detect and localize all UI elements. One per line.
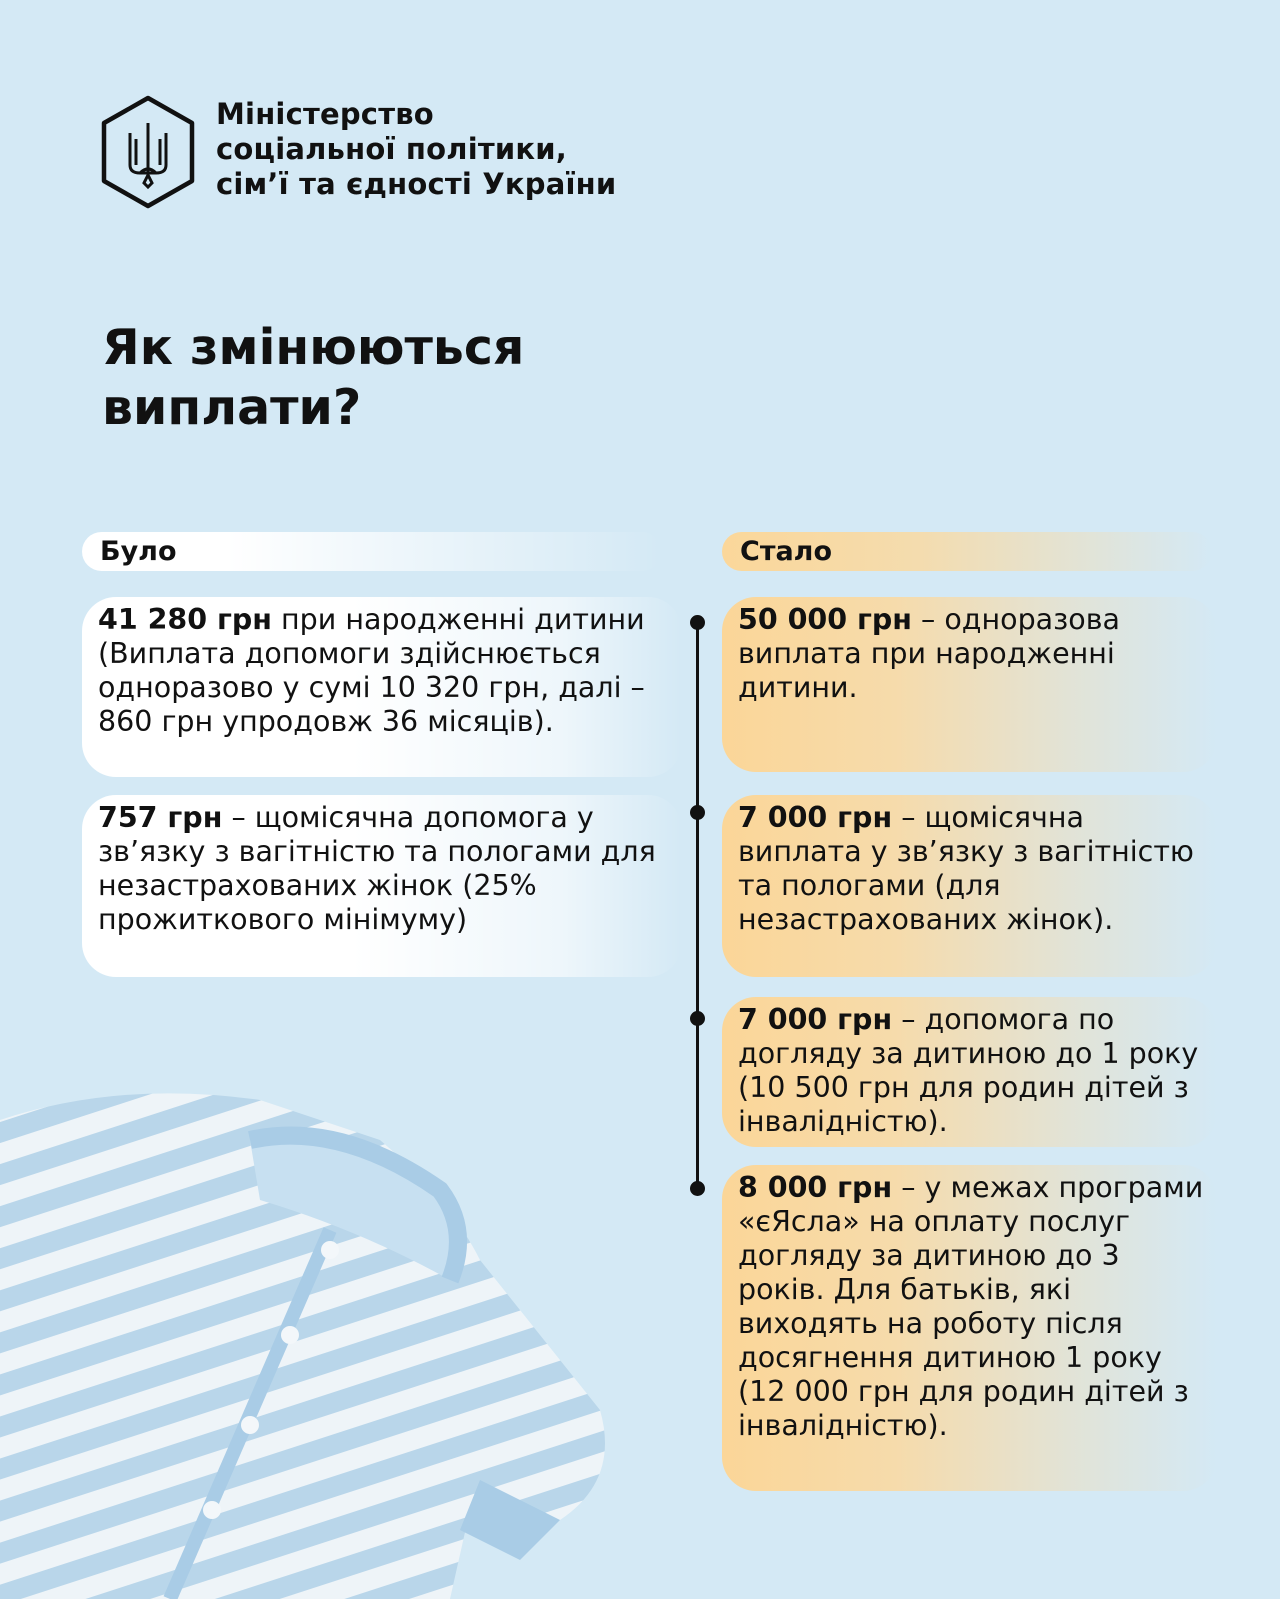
amount: 7 000 грн — [738, 1003, 893, 1036]
description: – щомісячна виплата у зв’язку з вагітністю та пологами (для незастрахованих жінок). — [738, 801, 1194, 936]
description: – допомога по догляду за дитиною до 1 року (10 500 грн для родин дітей з інвалідністю). — [738, 1003, 1199, 1138]
new-payment-card — [722, 795, 1217, 977]
ministry-name-line: соціальної політики, — [216, 132, 567, 166]
old-payment-card — [82, 597, 682, 777]
description: при народженні дитини (Виплата допомоги здійснюється одноразово у сумі 10 320 грн, далі – 860 грн упродовж 36 місяців). — [98, 603, 645, 738]
title-line: Як змінюються — [102, 319, 525, 376]
column-header-old: Було — [82, 532, 662, 571]
new-payment-card — [722, 997, 1217, 1147]
title-line: виплати? — [102, 379, 362, 436]
amount: 50 000 грн — [738, 603, 912, 636]
ministry-logo-icon — [100, 95, 196, 209]
amount: 8 000 грн — [738, 1171, 893, 1204]
baby-bodysuit-image — [0, 1080, 620, 1599]
ministry-name-line: сім’ї та єдності України — [216, 167, 617, 201]
old-payment-card — [82, 795, 682, 977]
amount: 41 280 грн — [98, 603, 272, 636]
timeline-dot — [690, 615, 705, 630]
new-payment-card — [722, 597, 1217, 772]
amount: 757 грн — [98, 801, 223, 834]
new-payment-card — [722, 1165, 1217, 1491]
ministry-name-line: Міністерство — [216, 97, 434, 131]
timeline-dot — [690, 1181, 705, 1196]
timeline-dot — [690, 1011, 705, 1026]
ministry-name — [216, 97, 616, 202]
amount: 7 000 грн — [738, 801, 893, 834]
timeline-dot — [690, 805, 705, 820]
description: – у межах програми «єЯсла» на оплату послуг догляду за дитиною до 3 років. Для батьків, які виходять на роботу після досягнення дитиною 1 року (12 000 грн для родин дітей з інвалідністю). — [738, 1171, 1204, 1442]
description: – щомісячна допомога у зв’язку з вагітністю та пологами для незастрахованих жінок (25% прожиткового мінімуму) — [98, 801, 656, 936]
column-header-new: Стало — [722, 532, 1212, 571]
timeline-line — [696, 622, 699, 1188]
description: – одноразова виплата при народженні дитини. — [738, 603, 1120, 704]
page-title — [102, 318, 524, 438]
